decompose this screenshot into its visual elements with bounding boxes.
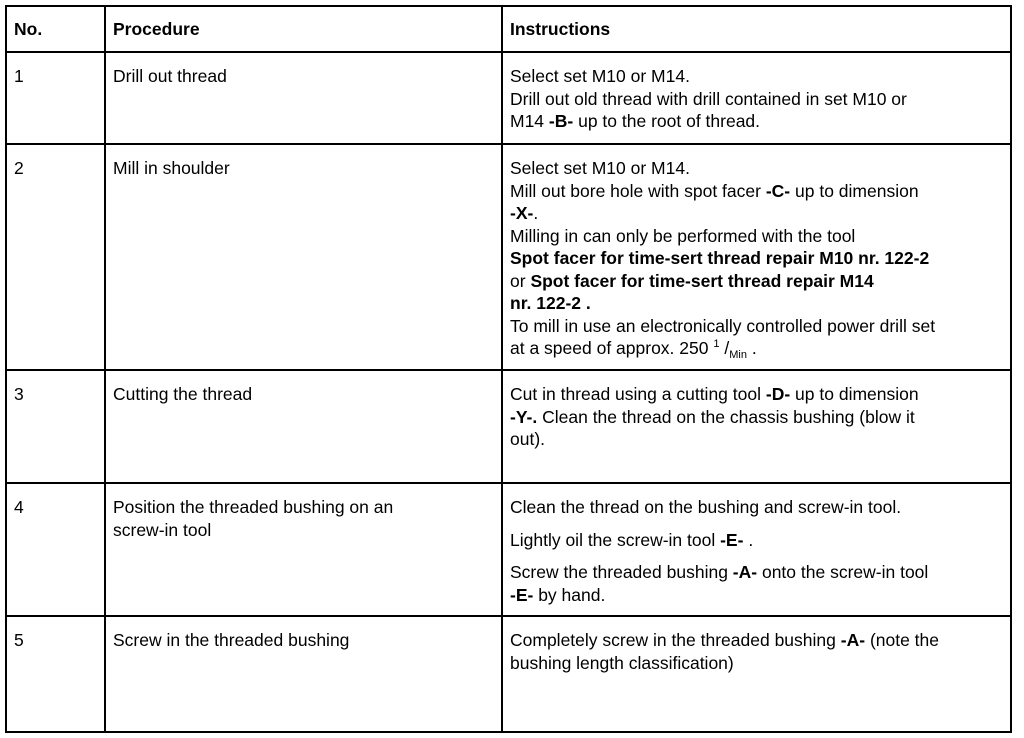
instruction-line: or Spot facer for time-sert thread repair M14 xyxy=(510,270,874,291)
instruction-line: Lightly oil the screw-in tool -E- . xyxy=(510,529,754,550)
instruction-line: -E- by hand. xyxy=(510,584,606,605)
instructions-cell xyxy=(502,483,1011,616)
table-row xyxy=(6,616,1011,732)
table-row xyxy=(6,144,1011,370)
row-number: 3 xyxy=(6,370,105,483)
table-row xyxy=(6,483,1011,616)
instruction-line: Select set M10 or M14. xyxy=(510,66,690,86)
instruction-line: To mill in use an electronically controlled power drill set xyxy=(510,315,936,336)
header-procedure: Procedure xyxy=(105,6,502,52)
instruction-line: M14 -B- up to the root of thread. xyxy=(510,111,761,131)
instruction-line: Cut in thread using a cutting tool -D- up to dimension xyxy=(510,384,919,404)
instructions-cell xyxy=(502,52,1011,144)
row-number: 5 xyxy=(6,616,105,732)
instruction-line: out). xyxy=(510,429,546,449)
procedure-cell: Drill out thread xyxy=(105,52,502,144)
instruction-line: bushing length classification) xyxy=(510,652,734,673)
instruction-line: Clean the thread on the bushing and screw-in tool. xyxy=(510,497,902,517)
instruction-line: Completely screw in the threaded bushing -A- (note the xyxy=(510,630,940,650)
instruction-line: Screw the threaded bushing -A- onto the screw-in tool xyxy=(510,562,929,582)
instruction-line: Mill out bore hole with spot facer -C- up to dimension xyxy=(510,180,919,201)
instruction-line: -X-. xyxy=(510,203,539,223)
procedure-cell: Cutting the thread xyxy=(105,370,502,483)
row-number: 1 xyxy=(6,52,105,144)
procedure-cell: Screw in the threaded bushing xyxy=(105,616,502,732)
instructions-cell xyxy=(502,144,1011,370)
instructions-cell xyxy=(502,370,1011,483)
procedure-cell: Position the threaded bushing on an screw-in tool xyxy=(105,483,502,616)
instruction-line: Spot facer for time-sert thread repair M10 nr. 122-2 xyxy=(510,248,930,268)
instructions-cell xyxy=(502,616,1011,732)
table-row xyxy=(6,52,1011,144)
instruction-line: Select set M10 or M14. xyxy=(510,158,690,178)
instruction-line: -Y-. Clean the thread on the chassis bushing (blow it xyxy=(510,406,915,427)
header-row xyxy=(6,6,1011,52)
instruction-line: Milling in can only be performed with the tool xyxy=(510,225,856,246)
instruction-line: nr. 122-2 . xyxy=(510,293,591,313)
row-number: 4 xyxy=(6,483,105,616)
row-number: 2 xyxy=(6,144,105,370)
header-instructions: Instructions xyxy=(502,6,1011,52)
instruction-line: at a speed of approx. 250 $^1$ $/_{Min}$ . xyxy=(510,338,757,361)
procedure-cell: Mill in shoulder xyxy=(105,144,502,370)
table-row xyxy=(6,370,1011,483)
instruction-line: Drill out old thread with drill contained in set M10 or xyxy=(510,88,907,109)
procedure-table xyxy=(5,5,1012,733)
header-no: No. xyxy=(6,6,105,52)
